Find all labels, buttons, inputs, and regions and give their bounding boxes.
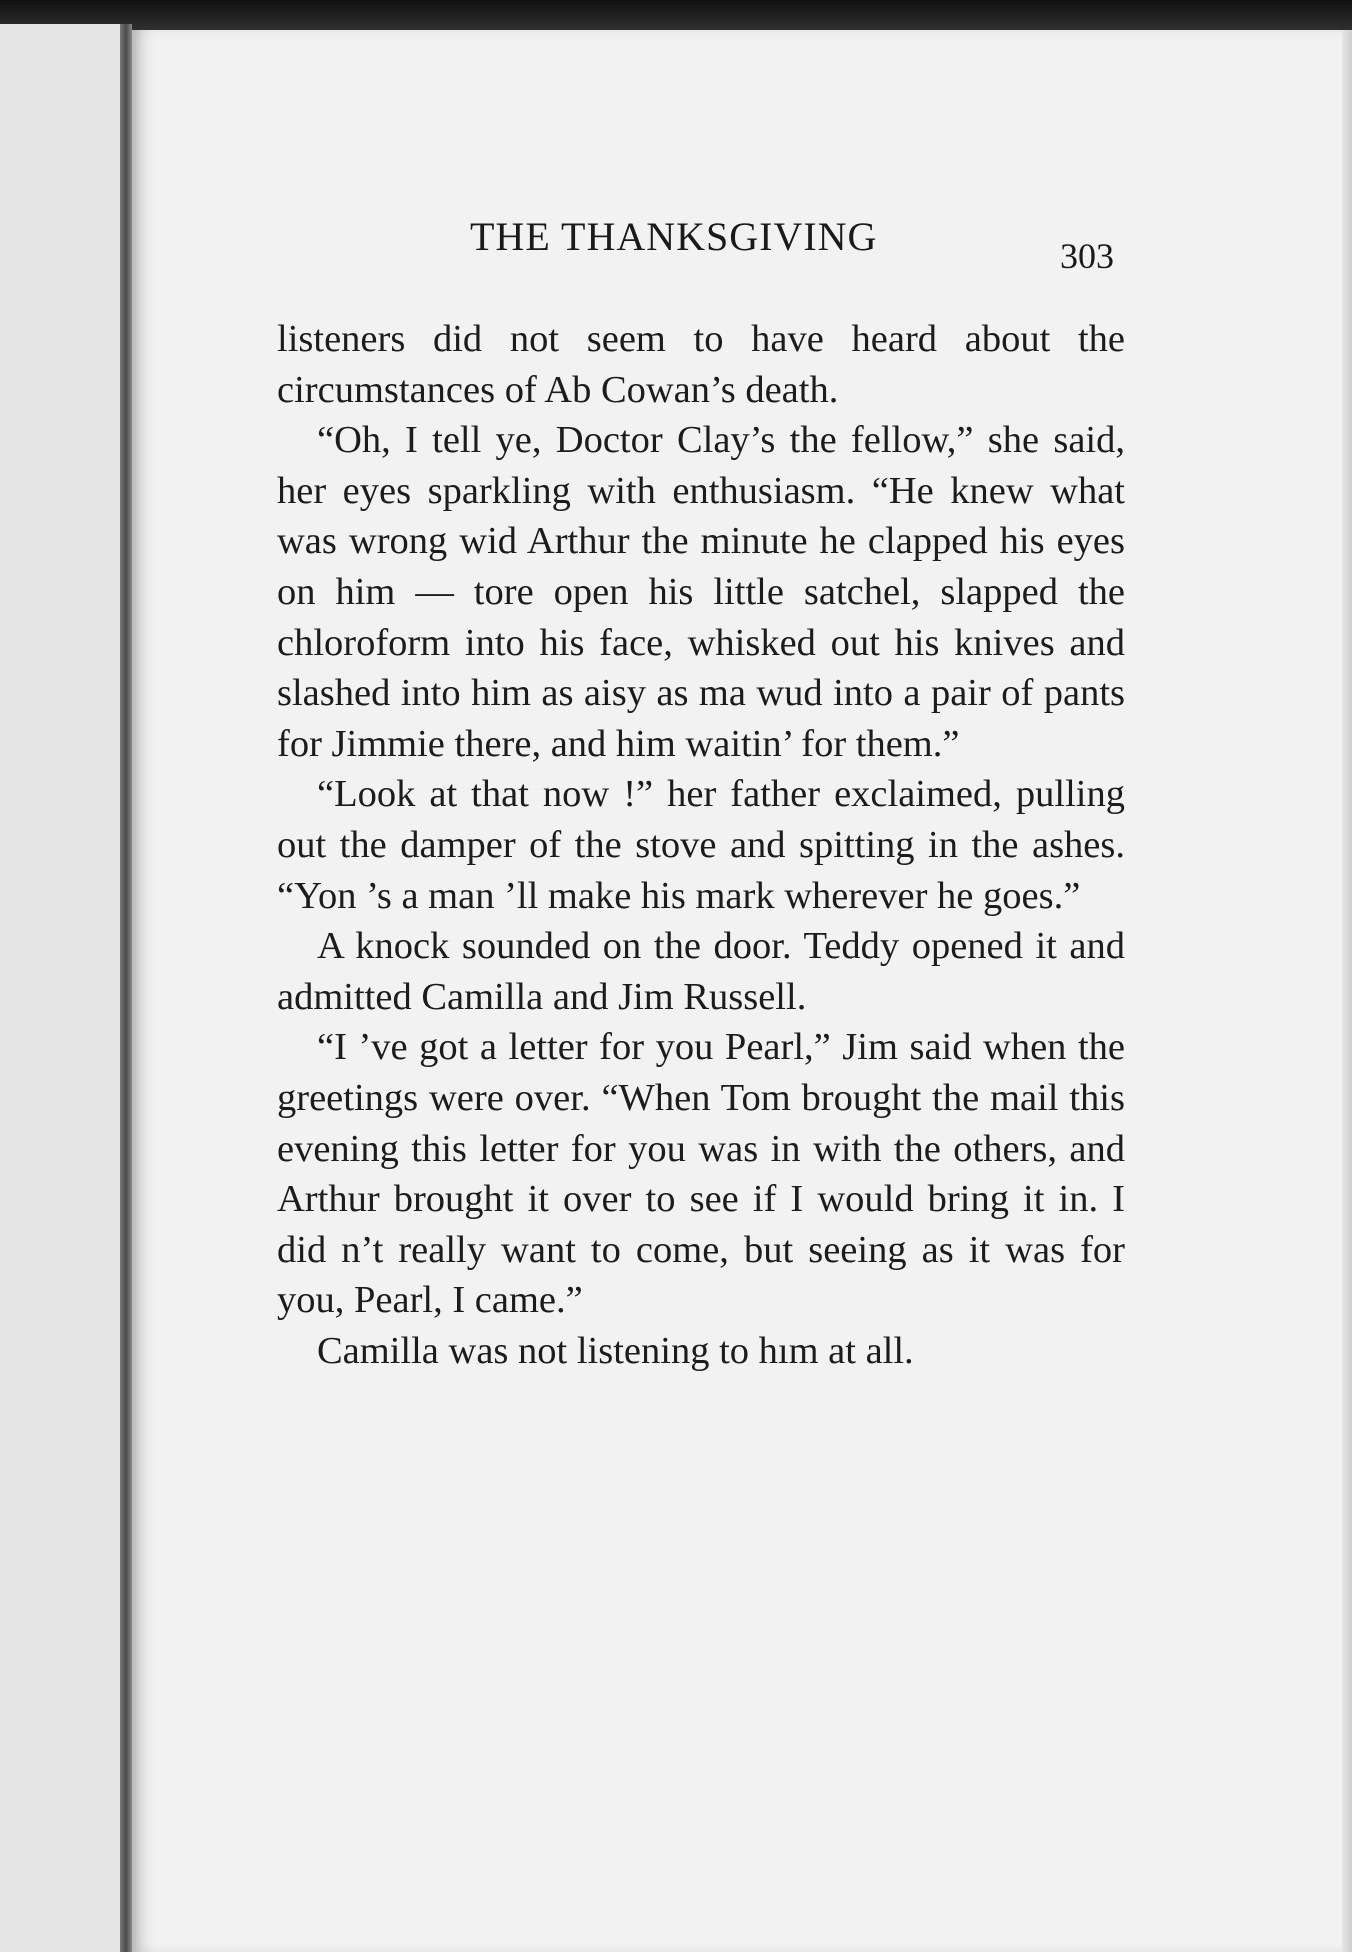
facing-page-edge (0, 24, 128, 1952)
paragraph: listeners did not seem to have heard about the circumstances of Ab Cowan’s death. (277, 318, 1125, 411)
book-gutter (120, 24, 132, 1952)
paragraph: “Look at that now !” her father exclaimed, pulling out the damper of the stove and spitting in the ashes. “Yon ’s a man ’ll make his mark wherever he goes.” (277, 773, 1125, 917)
paragraph: “Oh, I tell ye, Doctor Clay’s the fellow,” she said, her eyes sparkling with enthusiasm. “He knew what was wrong wid Arthur the minute he clapped his eyes on him — tore open his little satchel, slapped the chloroform into his face, whisked out his knives and slashed into him as aisy as ma wud into a pair of pants for Jimmie there, and him waitin’ for them.” (277, 419, 1125, 765)
running-title: THE THANKSGIVING (470, 214, 878, 259)
paragraph: A knock sounded on the door. Teddy opened it and admitted Camilla and Jim Russell. (277, 925, 1125, 1018)
paragraph: Camilla was not listening to hım at all. (317, 1329, 914, 1372)
running-header (140, 183, 1126, 293)
body-text (277, 314, 1125, 1376)
page-number: 303 (1060, 236, 1114, 276)
paragraph: “I ’ve got a letter for you Pearl,” Jim said when the greetings were over. “When Tom brought the mail this evening this letter for you was in with the others, and Arthur brought it over to see if I would bring it in. I did n’t really want to come, but seeing as it was for you, Pearl, I came.” (277, 1026, 1125, 1322)
scan-top-border (0, 0, 1352, 30)
page-right-edge (1342, 30, 1352, 1952)
